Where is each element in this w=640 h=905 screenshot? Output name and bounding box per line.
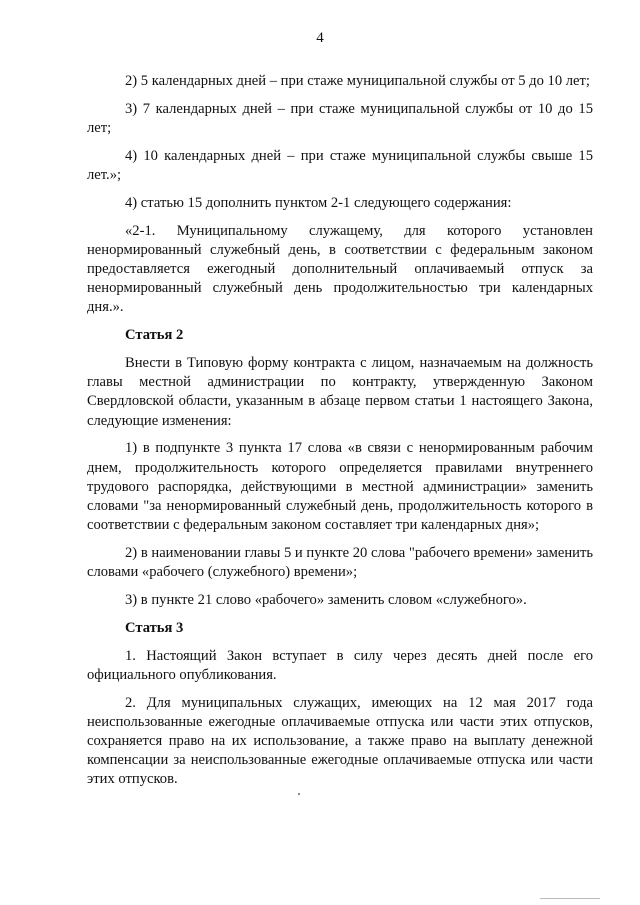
document-body [87, 72, 593, 798]
paragraph-article-2-intro: Внести в Типовую форму контракта с лицом, назначаемым на должность главы местной администрации по контракту, утвержденную Законом Свердловской области, указанным в абзаце первом статьи 1 настоящего Закона, следующие изменения: [87, 355, 593, 429]
heading-article-2: Статья 2 [125, 327, 184, 344]
paragraph-item-4: 4) 10 календарных дней – при стаже муниципальной службы свыше 15 лет.»; [87, 147, 593, 183]
paragraph-item-2: 2) 5 календарных дней – при стаже муниципальной службы от 5 до 10 лет; [125, 73, 590, 89]
paragraph-article-2-item-1: 1) в подпункте 3 пункта 17 слова «в связи с ненормированным рабочим днем, продолжительность которого определяется правилами внутреннего трудового распорядка, действующими в местной администрации» заменить словами "за ненормированный служебный день, продолжительность которого в соответствии с федеральным законом составляет три календарных дня»; [87, 440, 593, 534]
page-number: 4 [316, 30, 324, 46]
paragraph-quoted-2-1: «2-1. Муниципальному служащему, для которого установлен ненормированный служебный день, в соответствии с федеральным законом предоставляется ежегодный дополнительный оплачиваемый отпуск за ненормированный служебный день продолжительностью три календарных дня.». [87, 222, 593, 316]
heading-article-3: Статья 3 [125, 619, 184, 636]
paragraph-article-3-item-2: 2. Для муниципальных служащих, имеющих на 12 мая 2017 года неиспользованные ежегодные оплачиваемые отпуска или части этих отпусков, сохраняется право на их использование, а также право на выплату денежной компенсации за неиспользованные ежегодные оплачиваемые отпуска или части этих отпусков. [87, 694, 593, 788]
scan-edge-mark [540, 898, 600, 899]
paragraph-article-15-amendment: 4) статью 15 дополнить пунктом 2-1 следующего содержания: [125, 194, 512, 211]
paragraph-item-3: 3) 7 календарных дней – при стаже муниципальной службы от 10 до 15 лет; [87, 100, 593, 136]
scan-dot-mark [298, 793, 300, 795]
paragraph-article-2-item-3: 3) в пункте 21 слово «рабочего» заменить словом «служебного». [125, 592, 527, 609]
paragraph-article-2-item-2: 2) в наименовании главы 5 и пункте 20 слова "рабочего времени» заменить словами «рабочего (служебного) времени»; [87, 545, 593, 581]
paragraph-article-3-item-1: 1. Настоящий Закон вступает в силу через десять дней после его официального опубликования. [87, 647, 593, 683]
